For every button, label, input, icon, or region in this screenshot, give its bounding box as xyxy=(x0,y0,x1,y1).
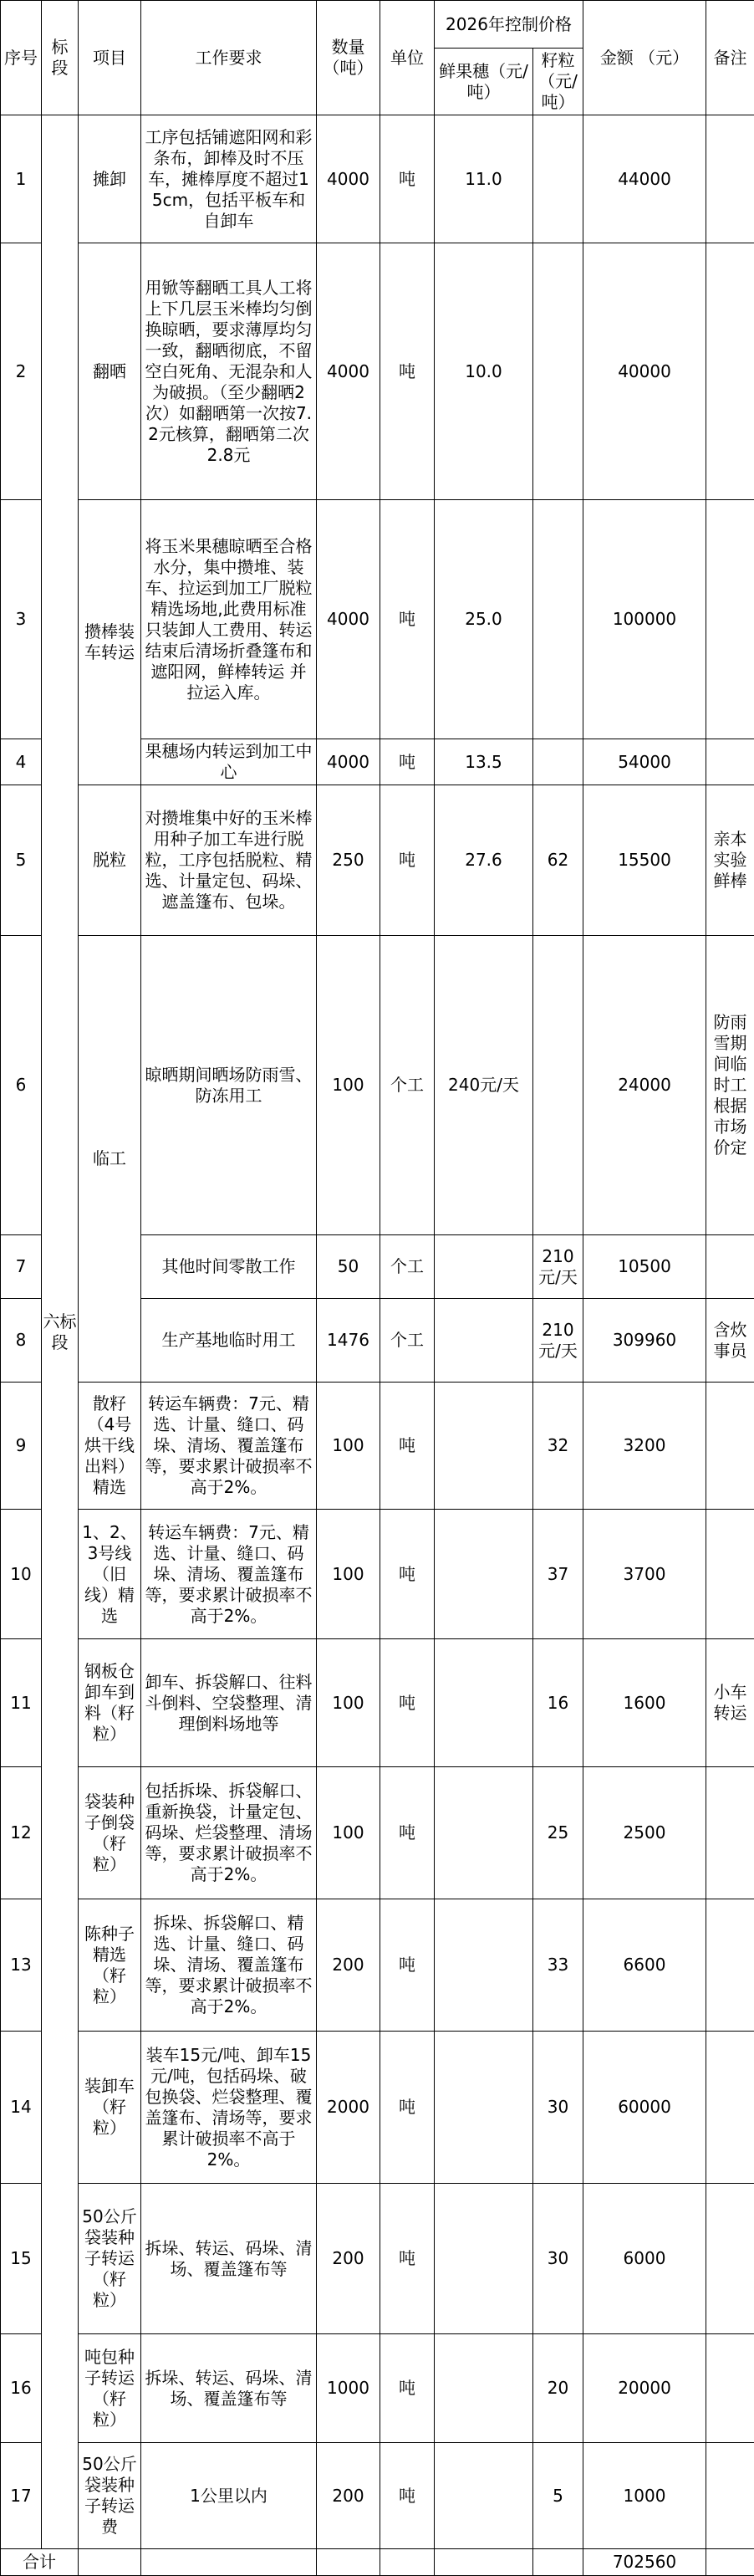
cell-price-fresh xyxy=(435,2184,533,2334)
cell-seq: 8 xyxy=(1,1299,42,1383)
header-note: 备注 xyxy=(706,1,754,115)
cell-price-seed: 210元/天 xyxy=(533,1235,583,1299)
header-section: 标段 xyxy=(42,1,79,115)
cell-note: 防雨雪期间临时工根据市场价定 xyxy=(706,936,754,1235)
cell-price-seed: 16 xyxy=(533,1639,583,1767)
header-quantity: 数量（吨） xyxy=(317,1,380,115)
header-requirements: 工作要求 xyxy=(141,1,317,115)
cell-seq: 17 xyxy=(1,2443,42,2549)
cell-seq: 7 xyxy=(1,1235,42,1299)
cell-item: 攒棒装车转运 xyxy=(79,500,141,785)
cell-quantity: 4000 xyxy=(317,739,380,785)
cell-quantity: 250 xyxy=(317,785,380,936)
cell-item: 50公斤袋装种子转运费 xyxy=(79,2443,141,2549)
cell-note: 亲本实验鲜棒 xyxy=(706,785,754,936)
cell-quantity: 50 xyxy=(317,1235,380,1299)
cell-price-seed xyxy=(533,500,583,739)
cell-quantity: 100 xyxy=(317,936,380,1235)
cell-item: 翻晒 xyxy=(79,243,141,500)
cell-price-seed: 62 xyxy=(533,785,583,936)
cell-amount: 24000 xyxy=(583,936,706,1235)
header-price-fresh: 鲜果穗（元/吨） xyxy=(435,49,533,115)
header-unit: 单位 xyxy=(380,1,435,115)
cell-requirements: 包括拆垛、拆袋解口、重新换袋，计量定包、码垛、烂袋整理、清场等，要求累计破损率不高于2%。 xyxy=(141,1767,317,1899)
cell-price-fresh xyxy=(435,1639,533,1767)
cell-note xyxy=(706,2032,754,2184)
cell-amount: 2500 xyxy=(583,1767,706,1899)
cell-item: 陈种子精选（籽粒） xyxy=(79,1899,141,2032)
cell-unit: 吨 xyxy=(380,1510,435,1639)
table-row xyxy=(1,115,754,243)
cell-quantity: 100 xyxy=(317,1510,380,1639)
table-row xyxy=(1,1899,754,2032)
cell-amount: 1600 xyxy=(583,1639,706,1767)
cell-amount: 309960 xyxy=(583,1299,706,1383)
cell-price-seed: 30 xyxy=(533,2184,583,2334)
table-row xyxy=(1,2334,754,2443)
cell-amount: 100000 xyxy=(583,500,706,739)
cell-price-seed: 33 xyxy=(533,1899,583,2032)
cell-item: 50公斤袋装种子转运（籽粒） xyxy=(79,2184,141,2334)
cell-unit: 吨 xyxy=(380,500,435,739)
cell-seq: 14 xyxy=(1,2032,42,2184)
cell-seq: 3 xyxy=(1,500,42,739)
cell-note xyxy=(706,2443,754,2549)
cell-note xyxy=(706,2334,754,2443)
cell-unit: 个工 xyxy=(380,1235,435,1299)
cell-seq: 12 xyxy=(1,1767,42,1899)
cell-quantity: 1000 xyxy=(317,2334,380,2443)
header-price-seed: 籽粒（元/吨） xyxy=(533,49,583,115)
cell-price-seed xyxy=(533,936,583,1235)
table-row xyxy=(1,500,754,739)
cell-amount: 1000 xyxy=(583,2443,706,2549)
header-amount: 金额 （元） xyxy=(583,1,706,115)
cell-quantity: 4000 xyxy=(317,243,380,500)
cell-seq: 15 xyxy=(1,2184,42,2334)
table-row xyxy=(1,1639,754,1767)
cell-item: 袋装种子倒袋（籽粒） xyxy=(79,1767,141,1899)
cell-item: 脱粒 xyxy=(79,785,141,936)
cell-unit: 吨 xyxy=(380,1383,435,1510)
cell-seq: 13 xyxy=(1,1899,42,2032)
cell-note xyxy=(706,2184,754,2334)
cell-price-fresh xyxy=(435,1899,533,2032)
cell-price-fresh: 240元/天 xyxy=(435,936,533,1235)
cell-seq: 6 xyxy=(1,936,42,1235)
cell-item: 吨包种子转运（籽粒） xyxy=(79,2334,141,2443)
cell-price-seed: 37 xyxy=(533,1510,583,1639)
cell-unit: 个工 xyxy=(380,1299,435,1383)
cell-item: 1、2、3号线（旧线）精选 xyxy=(79,1510,141,1639)
cell-seq: 4 xyxy=(1,739,42,785)
cell-amount: 40000 xyxy=(583,243,706,500)
cell-price-seed xyxy=(533,739,583,785)
cell-seq: 2 xyxy=(1,243,42,500)
cell-price-fresh: 25.0 xyxy=(435,500,533,739)
cell-quantity: 200 xyxy=(317,1899,380,2032)
cell-quantity: 100 xyxy=(317,1383,380,1510)
cell-price-fresh xyxy=(435,1510,533,1639)
cell-quantity: 100 xyxy=(317,1639,380,1767)
total-empty xyxy=(141,2549,317,2576)
cell-requirements: 生产基地临时用工 xyxy=(141,1299,317,1383)
cell-note xyxy=(706,500,754,739)
cell-requirements: 装车15元/吨、卸车15元/吨，包括码垛、破包换袋、烂袋整理、覆盖篷布、清场等，要求累计破损率不高于2%。 xyxy=(141,2032,317,2184)
cell-amount: 6000 xyxy=(583,2184,706,2334)
cell-unit: 吨 xyxy=(380,2334,435,2443)
cell-unit: 吨 xyxy=(380,785,435,936)
total-empty xyxy=(533,2549,583,2576)
cell-requirements: 转运车辆费：7元、精选、计量、缝口、码垛、清场、覆盖篷布等，要求累计破损率不高于2%。 xyxy=(141,1510,317,1639)
total-label: 合计 xyxy=(1,2549,79,2576)
cell-requirements: 将玉米果穗晾晒至合格水分，集中攒堆、装车、拉运到加工厂脱粒精选场地,此费用标准只装卸人工费用、转运结束后清场折叠篷布和遮阳网，鲜棒转运 并拉运入库。 xyxy=(141,500,317,739)
cell-note: 含炊事员 xyxy=(706,1299,754,1383)
header-seq: 序号 xyxy=(1,1,42,115)
table-row xyxy=(1,2443,754,2549)
cell-requirements: 拆垛、转运、码垛、清场、覆盖篷布等 xyxy=(141,2334,317,2443)
section-label: 六标段 xyxy=(42,115,79,2549)
cell-item: 摊卸 xyxy=(79,115,141,243)
total-empty xyxy=(380,2549,435,2576)
cell-price-seed xyxy=(533,115,583,243)
total-empty xyxy=(435,2549,533,2576)
cell-quantity: 200 xyxy=(317,2184,380,2334)
cell-quantity: 1476 xyxy=(317,1299,380,1383)
cell-note xyxy=(706,739,754,785)
cell-price-fresh xyxy=(435,1767,533,1899)
cell-seq: 16 xyxy=(1,2334,42,2443)
cell-price-fresh: 27.6 xyxy=(435,785,533,936)
cell-unit: 吨 xyxy=(380,2032,435,2184)
cell-price-seed: 30 xyxy=(533,2032,583,2184)
cell-price-seed: 25 xyxy=(533,1767,583,1899)
table-row xyxy=(1,1383,754,1510)
cell-seq: 11 xyxy=(1,1639,42,1767)
cell-amount: 54000 xyxy=(583,739,706,785)
cell-unit: 吨 xyxy=(380,1899,435,2032)
cell-amount: 6600 xyxy=(583,1899,706,2032)
cell-unit: 吨 xyxy=(380,2184,435,2334)
cell-quantity: 4000 xyxy=(317,115,380,243)
cell-quantity: 200 xyxy=(317,2443,380,2549)
cell-seq: 5 xyxy=(1,785,42,936)
cell-amount: 44000 xyxy=(583,115,706,243)
cell-seq: 9 xyxy=(1,1383,42,1510)
cell-requirements: 果穗场内转运到加工中心 xyxy=(141,739,317,785)
cell-seq: 1 xyxy=(1,115,42,243)
cell-quantity: 4000 xyxy=(317,500,380,739)
cell-price-fresh xyxy=(435,2334,533,2443)
cell-note: 小车转运 xyxy=(706,1639,754,1767)
cell-requirements: 其他时间零散工作 xyxy=(141,1235,317,1299)
cell-quantity: 100 xyxy=(317,1767,380,1899)
cell-item: 装卸车（籽粒） xyxy=(79,2032,141,2184)
cell-note xyxy=(706,1899,754,2032)
total-empty xyxy=(317,2549,380,2576)
cell-price-seed xyxy=(533,243,583,500)
cell-requirements: 卸车、拆袋解口、往料斗倒料、空袋整理、清理倒料场地等 xyxy=(141,1639,317,1767)
table-row xyxy=(1,1510,754,1639)
cell-price-fresh: 13.5 xyxy=(435,739,533,785)
table-row xyxy=(1,243,754,500)
cell-amount: 10500 xyxy=(583,1235,706,1299)
table-row xyxy=(1,936,754,1235)
cell-note xyxy=(706,115,754,243)
cell-requirements: 用锨等翻晒工具人工将上下几层玉米棒均匀倒换晾晒，要求薄厚均匀一致，翻晒彻底，不留空白死角、无混杂和人为破损。（至少翻晒2次）如翻晒第一次按7.2元核算，翻晒第二次2.8元 xyxy=(141,243,317,500)
total-row xyxy=(1,2549,754,2576)
cell-amount: 3200 xyxy=(583,1383,706,1510)
cell-unit: 个工 xyxy=(380,936,435,1235)
cell-price-fresh: 11.0 xyxy=(435,115,533,243)
table-row xyxy=(1,2032,754,2184)
cell-price-fresh xyxy=(435,1383,533,1510)
cell-seq: 10 xyxy=(1,1510,42,1639)
cell-requirements: 对攒堆集中好的玉米棒用种子加工车进行脱粒，工序包括脱粒、精选、计量定包、码垛、遮盖篷布、包垛。 xyxy=(141,785,317,936)
header-item: 项目 xyxy=(79,1,141,115)
cell-unit: 吨 xyxy=(380,243,435,500)
cell-price-seed: 5 xyxy=(533,2443,583,2549)
cell-item: 钢板仓卸车到料（籽粒） xyxy=(79,1639,141,1767)
total-empty xyxy=(79,2549,141,2576)
cell-price-fresh: 10.0 xyxy=(435,243,533,500)
header-price-group: 2026年控制价格 xyxy=(435,1,583,49)
cell-amount: 15500 xyxy=(583,785,706,936)
total-empty xyxy=(706,2549,754,2576)
table-row xyxy=(1,1767,754,1899)
table-row xyxy=(1,2184,754,2334)
cell-unit: 吨 xyxy=(380,1767,435,1899)
cell-note xyxy=(706,1510,754,1639)
cell-price-seed: 210元/天 xyxy=(533,1299,583,1383)
cell-requirements: 拆垛、拆袋解口、精选、计量、缝口、码垛、清场、覆盖篷布等，要求累计破损率不高于2%。 xyxy=(141,1899,317,2032)
cell-quantity: 2000 xyxy=(317,2032,380,2184)
cell-price-seed: 32 xyxy=(533,1383,583,1510)
cell-item: 散籽（4号烘干线出料）精选 xyxy=(79,1383,141,1510)
cell-requirements: 转运车辆费：7元、精选、计量、缝口、码垛、清场、覆盖篷布等，要求累计破损率不高于2%。 xyxy=(141,1383,317,1510)
cell-price-fresh xyxy=(435,2032,533,2184)
cell-amount: 20000 xyxy=(583,2334,706,2443)
cell-unit: 吨 xyxy=(380,115,435,243)
cell-unit: 吨 xyxy=(380,2443,435,2549)
cell-requirements: 工序包括铺遮阳网和彩条布，卸棒及时不压车，摊棒厚度不超过15cm，包括平板车和自卸车 xyxy=(141,115,317,243)
table-row xyxy=(1,785,754,936)
cell-note xyxy=(706,1235,754,1299)
total-amount: 702560 xyxy=(583,2549,706,2576)
cell-note xyxy=(706,1767,754,1899)
cell-amount: 60000 xyxy=(583,2032,706,2184)
cell-note xyxy=(706,243,754,500)
cell-price-fresh xyxy=(435,2443,533,2549)
cell-note xyxy=(706,1383,754,1510)
cell-unit: 吨 xyxy=(380,739,435,785)
cell-requirements: 拆垛、转运、码垛、清场、覆盖篷布等 xyxy=(141,2184,317,2334)
cell-price-seed: 20 xyxy=(533,2334,583,2443)
cell-item: 临工 xyxy=(79,936,141,1383)
cell-price-fresh xyxy=(435,1235,533,1299)
cell-requirements: 晾晒期间晒场防雨雪、防冻用工 xyxy=(141,936,317,1235)
cell-unit: 吨 xyxy=(380,1639,435,1767)
cell-amount: 3700 xyxy=(583,1510,706,1639)
cell-requirements: 1公里以内 xyxy=(141,2443,317,2549)
cell-price-fresh xyxy=(435,1299,533,1383)
